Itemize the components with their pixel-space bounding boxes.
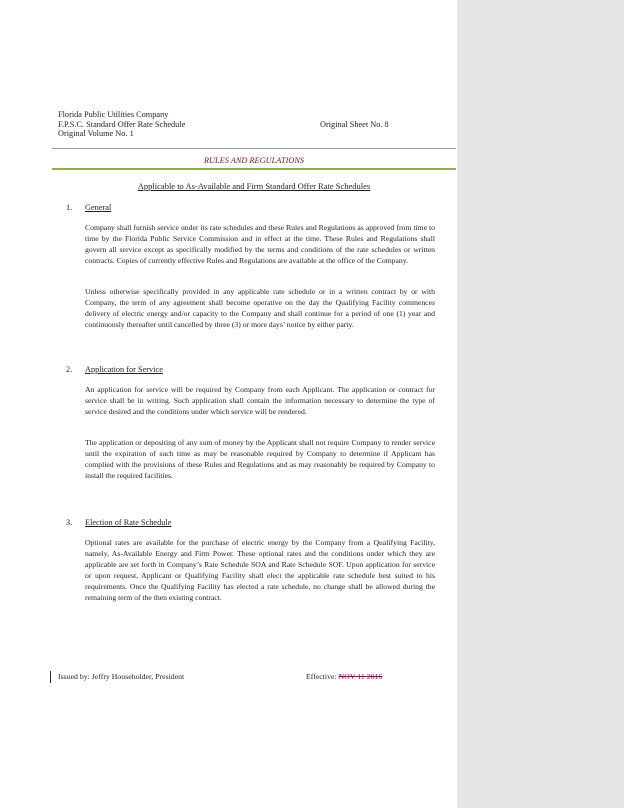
page-footer (50, 671, 457, 684)
section-title-election: Election of Rate Schedule (85, 518, 172, 527)
paragraph: The application or depositing of any sum of money by the Applicant shall not require Company to render service until the expiration of such time as may be reasonable required by Company to determine if Applicant has complied with the provisions of these Rules and Regulations and as may reasonably be required by Company to install the required facilities. (85, 438, 435, 480)
paragraph: Optional rates are available for the purchase of electric energy by the Company from a Qualifying Facility, namely, As-Available Energy and Firm Power. These optional rates and the conditions under which they are applicable are set forth in Company’s Rate Schedule SOA and Rate Schedule SOF. Upon application for service or upon request, Applicant or Qualifying Facility shall elect the applicable rate schedule best suited to his requirements. Once the Qualifying Facility has elected a rate schedule, no change shall be allowed during the remaining term of the then existing contract. (85, 538, 435, 602)
header-company: Florida Public Utilities Company (58, 110, 169, 119)
header-sheet-number: Original Sheet No. 8 (320, 119, 389, 129)
document-subtitle: Applicable to As-Available and Firm Standard Offer Rate Schedules (137, 181, 371, 191)
effective-label: Effective: (306, 672, 337, 681)
comment-pane (457, 0, 624, 808)
section-title-general: General (85, 203, 112, 212)
paragraph: Company shall furnish service under its rate schedules and these Rules and Regulations as approved from time to time by the Florida Public Service Commission and in effect at the time. These Rules and Regulations shall govern all service except as specifically modified by the terms and conditions of the rate schedules or written contracts. Copies of currently effective Rules and Regulations are available at the office of the Company. (85, 223, 435, 265)
section-title-application: Application for Service (85, 365, 163, 374)
page-header (58, 110, 418, 139)
section-number: 3. (66, 518, 73, 527)
change-bar (50, 671, 51, 683)
paragraph: Unless otherwise specifically provided in any applicable rate schedule or in a written contract by or with Company, the term of any agreement shall become operative on the day the Qualifying Facility commences delivery of electric energy and/or capacity to the Company and shall continue for a period of one (1) year and continuously thereafter until cancelled by three (3) or more days’ notice by either party. (85, 287, 435, 329)
paragraph: An application for service will be required by Company from each Applicant. The application or contract for service shall be in writing. Such application shall contain the information necessary to determine the type of service desired and the conditions under which service will be rendered. (85, 385, 435, 416)
section-divider (52, 168, 456, 170)
effective-line (306, 672, 382, 681)
section-number: 1. (66, 203, 73, 212)
section-number: 2. (66, 365, 73, 374)
header-schedule: F.P.S.C. Standard Offer Rate Schedule (58, 119, 186, 129)
section-title: RULES AND REGULATIONS (203, 156, 305, 165)
issued-by: Issued by: Jeffry Householder, President (58, 672, 185, 681)
header-volume: Original Volume No. 1 (58, 129, 134, 139)
header-divider (52, 148, 456, 149)
effective-date-deleted: NOV 11 2016 (338, 672, 383, 681)
